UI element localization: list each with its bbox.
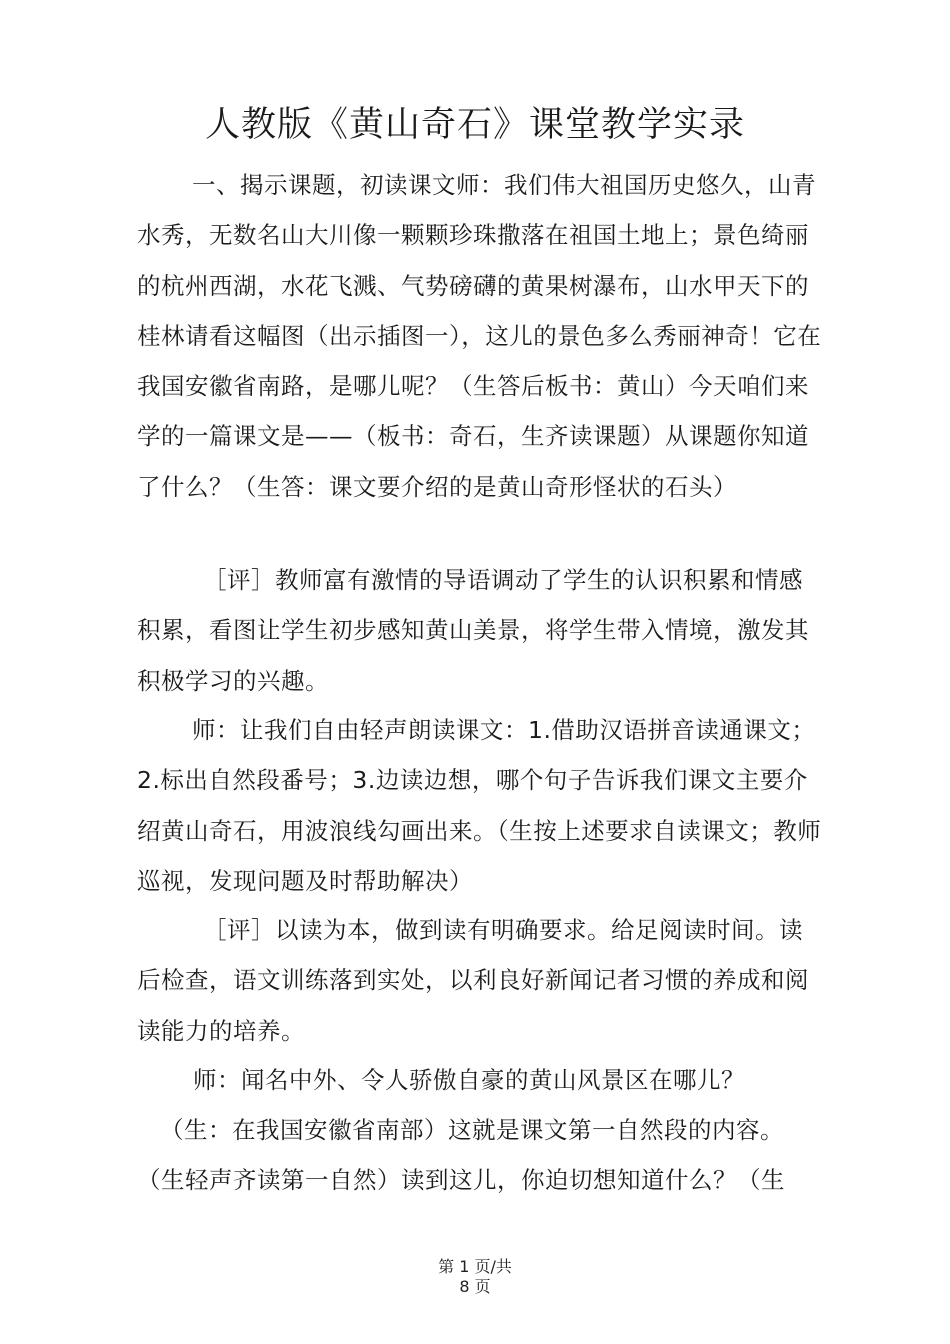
paragraph-comment-1: ［评］教师富有激情的导语调动了学生的认识积累和情感积累，看图让学生初步感知黄山美景，将学生带入情境，激发其积极学习的兴趣。 (137, 566, 809, 695)
paragraph-reading-task: 师：让我们自由轻声朗读课文：1.借助汉语拼音读通课文；2.标出自然段番号；3.边读边想，哪个句子告诉我们课文主要介绍黄山奇石，用波浪线勾画出来。（生按上述要求自读课文；教师巡视，发现问题及时帮助解决） (137, 716, 822, 895)
text-line-question: 师：闻名中外、令人骄傲自豪的黄山风景区在哪儿？ (193, 1066, 745, 1094)
page-number-line-2: 8 页 (459, 1277, 491, 1296)
paragraph-intro: 一、揭示课题，初读课文师：我们伟大祖国历史悠久，山青水秀，无数名山大川像一颗颗珍珠撒落在祖国土地上；景色绮丽的杭州西湖，水花飞溅、气势磅礴的黄果树瀑布，山水甲天下的桂林请看这幅图（出示插图一），这儿的景色多么秀丽神奇！它在我国安徽省南路，是哪儿呢？（生答后板书：黄山）今天咱们来学的一篇课文是——（板书：奇石，生齐读课题）从课题你知道了什么？（生答：课文要介绍的是黄山奇形怪状的石头） (137, 171, 822, 501)
text-line-answer: （生：在我国安徽省南部）这就是课文第一自然段的内容。 (160, 1116, 784, 1144)
page-number-line-1: 第 1 页/共 (438, 1257, 512, 1276)
text-line-continue: （生轻声齐读第一自然）读到这儿，你迫切想知道什么？（生 (137, 1166, 785, 1194)
paragraph-comment-2: ［评］以读为本，做到读有明确要求。给足阅读时间。读后检查，语文训练落到实处，以利良好新闻记者习惯的养成和阅读能力的培养。 (137, 916, 809, 1045)
document-title: 人教版《黄山奇石》课堂教学实录 (204, 105, 745, 145)
